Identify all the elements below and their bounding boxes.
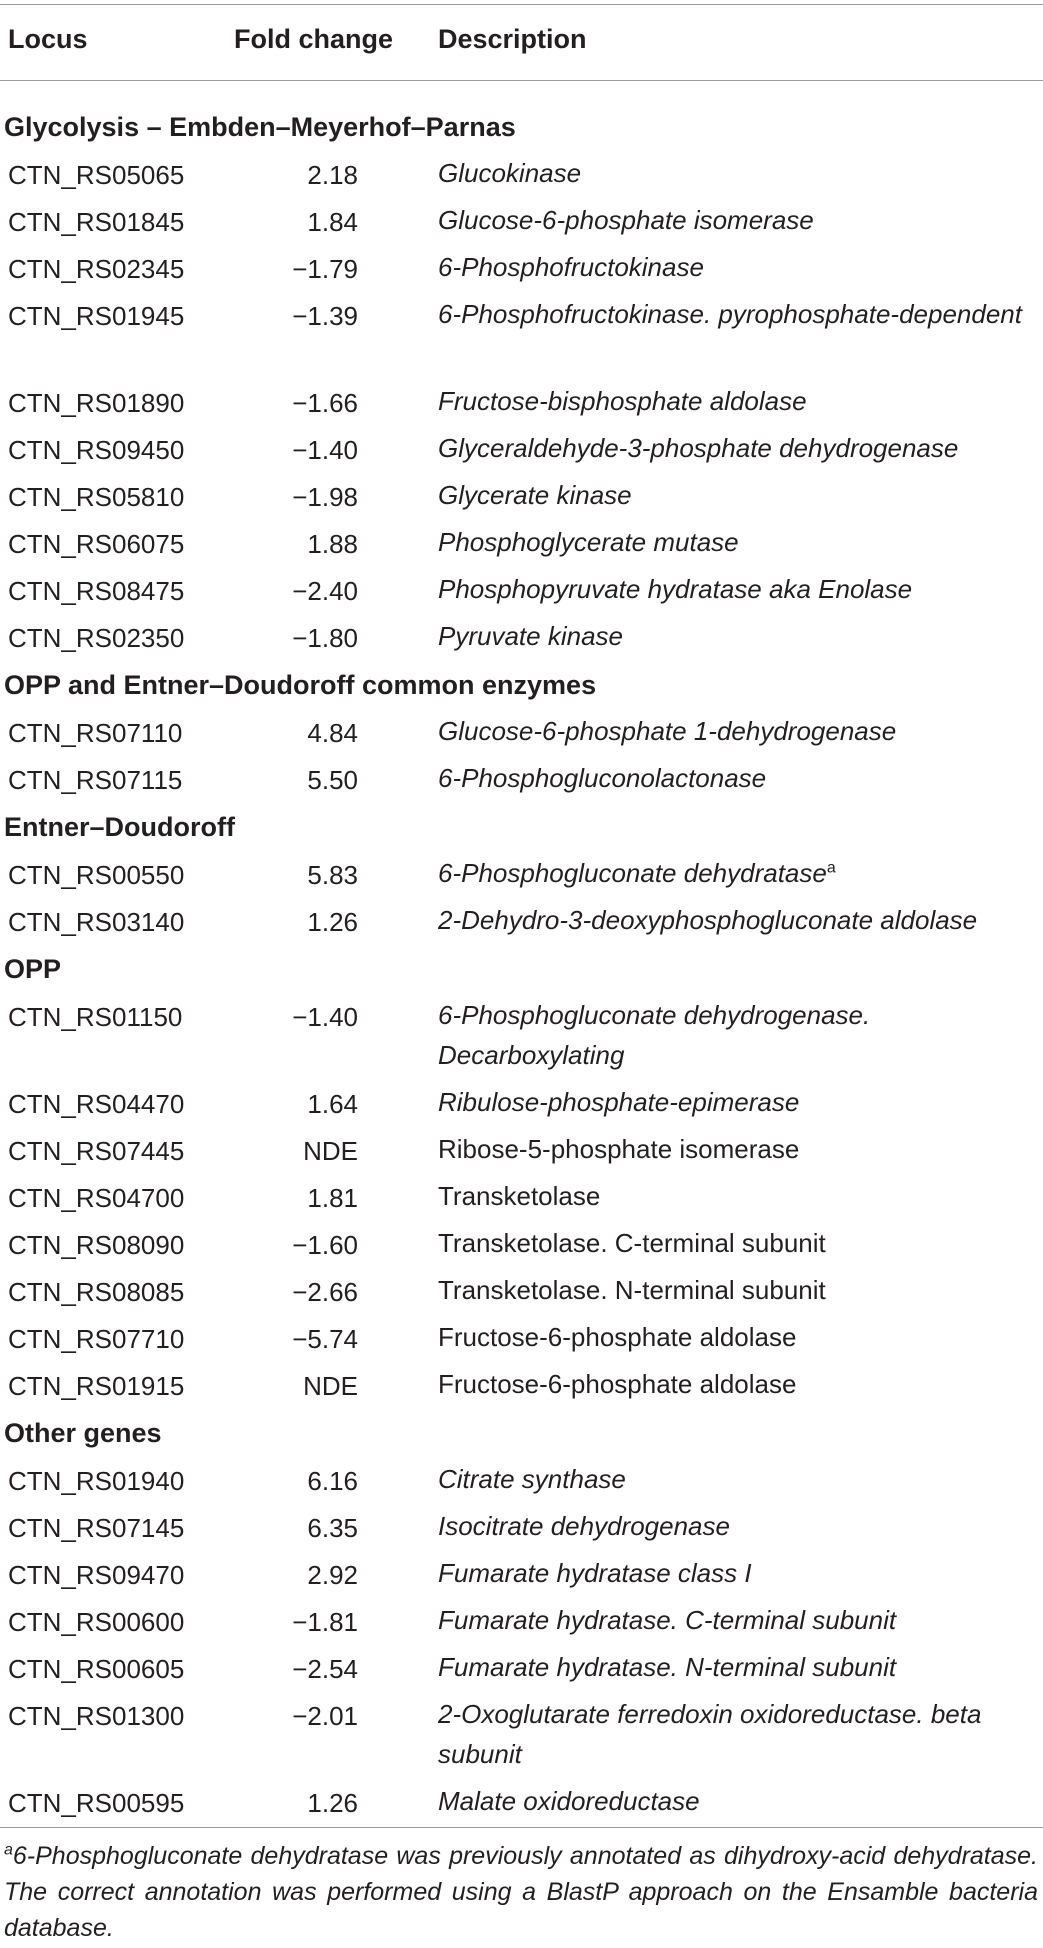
cell-fold-change: 4.84 (307, 718, 358, 748)
cell-fold-change: 6.35 (307, 1513, 358, 1543)
cell-fold-change: −1.40 (292, 435, 358, 465)
description-text: Glycerate kinase (438, 480, 632, 510)
cell-locus: CTN_RS07445 (8, 1136, 185, 1166)
description-text: Citrate synthase (438, 1464, 626, 1494)
cell-description (438, 758, 1038, 798)
cell-fold-change: 1.88 (307, 529, 358, 559)
cell-locus: CTN_RS04700 (8, 1183, 185, 1213)
cell-description (438, 900, 1038, 940)
cell-fold-change: 5.83 (307, 860, 358, 890)
cell-description (438, 1317, 1038, 1357)
footnote-rule (0, 1827, 1043, 1828)
cell-locus: CTN_RS02350 (8, 623, 185, 653)
cell-locus: CTN_RS01845 (8, 207, 185, 237)
cell-locus: CTN_RS00550 (8, 860, 185, 890)
cell-locus: CTN_RS08475 (8, 576, 185, 606)
cell-fold-change: −1.66 (292, 388, 358, 418)
description-text: Fumarate hydratase. C-terminal subunit (438, 1605, 897, 1635)
cell-fold-change: 6.16 (307, 1466, 358, 1496)
description-text: 6-Phosphogluconate dehydrogenase. Decarboxylating (438, 1000, 871, 1070)
cell-locus: CTN_RS09470 (8, 1560, 185, 1590)
cell-fold-change: 1.64 (307, 1089, 358, 1119)
cell-description (438, 1270, 1038, 1310)
description-text: Transketolase (438, 1181, 601, 1211)
cell-fold-change: 1.81 (307, 1183, 358, 1213)
cell-description (438, 522, 1038, 562)
description-text: Ribose-5-phosphate isomerase (438, 1134, 800, 1164)
description-text: Transketolase. N-terminal subunit (438, 1275, 826, 1305)
cell-description (438, 153, 1038, 193)
cell-description (438, 711, 1038, 751)
cell-locus: CTN_RS01300 (8, 1701, 185, 1731)
cell-description (438, 294, 1038, 334)
cell-description (438, 428, 1038, 468)
header-locus: Locus (8, 24, 88, 54)
description-text: Isocitrate dehydrogenase (438, 1511, 730, 1541)
cell-fold-change: −2.40 (292, 576, 358, 606)
section-heading: OPP and Entner–Doudoroff common enzymes (4, 670, 597, 700)
description-text: Pyruvate kinase (438, 621, 623, 651)
cell-locus: CTN_RS01150 (8, 1002, 183, 1032)
cell-description (438, 1223, 1038, 1263)
cell-locus: CTN_RS07115 (8, 765, 183, 795)
cell-description (438, 1364, 1038, 1404)
cell-fold-change: 1.84 (307, 207, 358, 237)
section-heading: Glycolysis – Embden–Meyerhof–Parnas (4, 112, 516, 142)
description-text: Glyceraldehyde-3-phosphate dehydrogenase (438, 433, 959, 463)
cell-locus: CTN_RS08085 (8, 1277, 185, 1307)
description-text: 2-Dehydro-3-deoxyphosphogluconate aldolase (438, 905, 978, 935)
cell-fold-change: 5.50 (307, 765, 358, 795)
cell-locus: CTN_RS07110 (8, 718, 183, 748)
table-top-rule (0, 4, 1043, 5)
cell-fold-change: −2.01 (292, 1701, 358, 1731)
cell-description (438, 1082, 1038, 1122)
cell-fold-change: −5.74 (292, 1324, 358, 1354)
cell-fold-change: −1.98 (292, 482, 358, 512)
description-text: Glucose-6-phosphate isomerase (438, 205, 814, 235)
cell-description (438, 381, 1038, 421)
cell-locus: CTN_RS04470 (8, 1089, 185, 1119)
description-text: Fructose-6-phosphate aldolase (438, 1369, 797, 1399)
cell-description (438, 247, 1038, 287)
description-text: 6-Phosphofructokinase. pyrophosphate-dependent (438, 299, 1022, 329)
cell-description (438, 569, 1038, 609)
header-description: Description (438, 24, 587, 54)
description-text: Fructose-bisphosphate aldolase (438, 386, 807, 416)
description-text: Phosphoglycerate mutase (438, 527, 739, 557)
cell-description (438, 1781, 1038, 1821)
section-heading: Entner–Doudoroff (4, 812, 235, 842)
cell-locus: CTN_RS05065 (8, 160, 185, 190)
description-text: Glucokinase (438, 158, 582, 188)
cell-fold-change: 1.26 (307, 907, 358, 937)
cell-fold-change: 1.26 (307, 1788, 358, 1818)
cell-description (438, 616, 1038, 656)
section-heading: OPP (4, 954, 62, 984)
description-text: Glucose-6-phosphate 1-dehydrogenase (438, 716, 897, 746)
cell-description (438, 1459, 1038, 1499)
cell-locus: CTN_RS00605 (8, 1654, 185, 1684)
description-text: Phosphopyruvate hydratase aka Enolase (438, 574, 913, 604)
cell-description (438, 475, 1038, 515)
description-text: Fructose-6-phosphate aldolase (438, 1322, 797, 1352)
cell-description (438, 1600, 1038, 1640)
cell-description (438, 1129, 1038, 1169)
cell-description (438, 200, 1038, 240)
description-text: 6-Phosphofructokinase (438, 252, 704, 282)
cell-description (438, 1553, 1038, 1593)
description-text: Malate oxidoreductase (438, 1786, 700, 1816)
cell-fold-change: 2.18 (307, 160, 358, 190)
description-text: Transketolase. C-terminal subunit (438, 1228, 826, 1258)
cell-locus: CTN_RS01890 (8, 388, 185, 418)
cell-locus: CTN_RS05810 (8, 482, 185, 512)
table-footnote (4, 1838, 1038, 1946)
cell-locus: CTN_RS03140 (8, 907, 185, 937)
cell-fold-change: −1.60 (292, 1230, 358, 1260)
cell-fold-change: NDE (303, 1136, 358, 1166)
cell-locus: CTN_RS00595 (8, 1788, 185, 1818)
cell-description (438, 853, 1038, 893)
description-text: Fumarate hydratase class I (438, 1558, 752, 1588)
cell-locus: CTN_RS07710 (8, 1324, 185, 1354)
header-fold-change: Fold change (234, 24, 394, 54)
description-text: Fumarate hydratase. N-terminal subunit (438, 1652, 897, 1682)
footnote-reference: a (826, 859, 836, 877)
cell-locus: CTN_RS00600 (8, 1607, 185, 1637)
footnote-marker: a (4, 1841, 13, 1859)
cell-locus: CTN_RS01915 (8, 1371, 185, 1401)
description-text: 6-Phosphogluconolactonase (438, 763, 767, 793)
cell-fold-change: NDE (303, 1371, 358, 1401)
cell-fold-change: −2.54 (292, 1654, 358, 1684)
cell-description (438, 1176, 1038, 1216)
cell-fold-change: −2.66 (292, 1277, 358, 1307)
header-rule (0, 80, 1043, 81)
cell-description (438, 995, 1038, 1075)
description-text: Ribulose-phosphate-epimerase (438, 1087, 800, 1117)
cell-fold-change: −1.39 (292, 301, 358, 331)
cell-locus: CTN_RS02345 (8, 254, 185, 284)
cell-fold-change: 2.92 (307, 1560, 358, 1590)
cell-fold-change: −1.40 (292, 1002, 358, 1032)
section-heading: Other genes (4, 1418, 162, 1448)
cell-locus: CTN_RS07145 (8, 1513, 185, 1543)
cell-locus: CTN_RS09450 (8, 435, 185, 465)
cell-locus: CTN_RS08090 (8, 1230, 185, 1260)
cell-fold-change: −1.80 (292, 623, 358, 653)
cell-locus: CTN_RS01940 (8, 1466, 185, 1496)
cell-description (438, 1506, 1038, 1546)
footnote-text: 6-Phosphogluconate dehydratase was previously annotated as dihydroxy-acid dehydratase. The correct annotation was performed using a BlastP approach on the Ensamble bacteria database. (4, 1842, 1038, 1942)
cell-fold-change: −1.79 (292, 254, 358, 284)
cell-description (438, 1694, 1038, 1774)
description-text: 6-Phosphogluconate dehydratase (438, 858, 827, 888)
description-text: 2-Oxoglutarate ferredoxin oxidoreductase. beta subunit (438, 1699, 982, 1769)
cell-description (438, 1647, 1038, 1687)
cell-locus: CTN_RS06075 (8, 529, 185, 559)
cell-fold-change: −1.81 (292, 1607, 358, 1637)
cell-locus: CTN_RS01945 (8, 301, 185, 331)
